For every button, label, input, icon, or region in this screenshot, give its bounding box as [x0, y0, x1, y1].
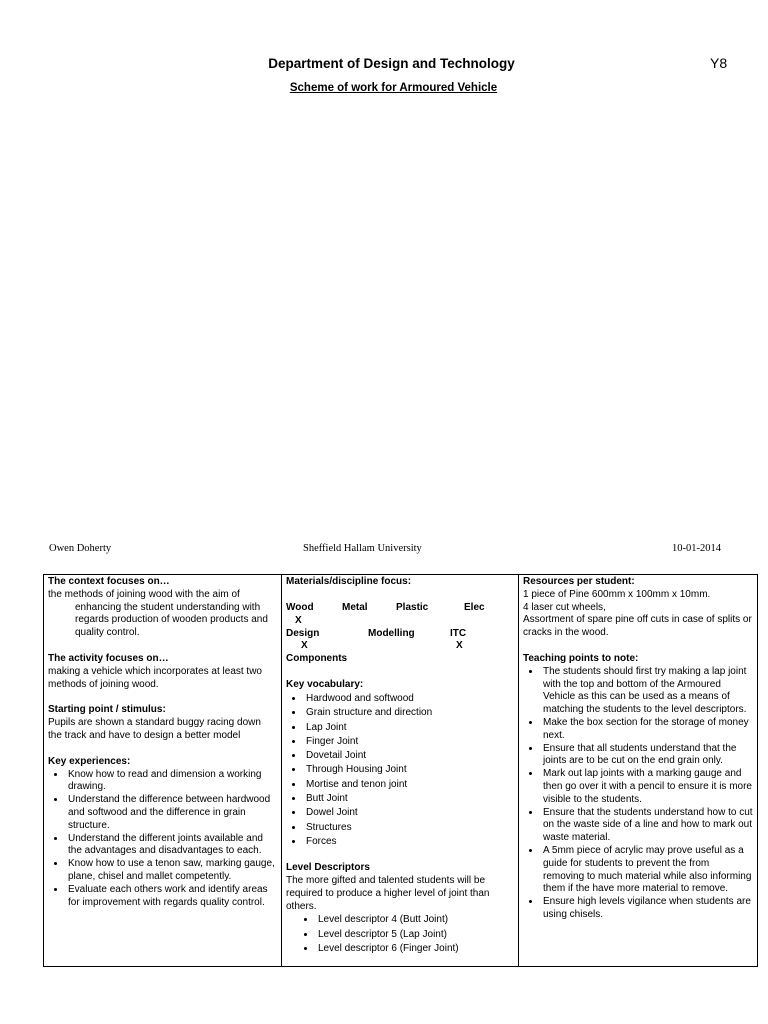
- list-item: • Make the box section for the storage of money next.: [541, 717, 753, 743]
- list-item: • The students should first try making a lap joint with the top and bottom of the Armoured Vehicle as this can be used as a means of matching the students to the level descriptors.: [541, 666, 753, 717]
- footer-institution: Sheffield Hallam University: [303, 543, 422, 554]
- list-item: • Finger Joint: [304, 735, 514, 749]
- list-item: • A 5mm piece of acrylic may prove useful as a guide for students to prevent the from removing to much material while also informing them if the have more material to remove.: [541, 845, 753, 896]
- material-modelling: Modelling: [368, 627, 415, 639]
- list-item: • Evaluate each others work and identify areas for improvement with regards quality control.: [66, 884, 277, 910]
- list-item: • Hardwood and softwood: [304, 692, 514, 706]
- materials-x-row-1: [286, 615, 514, 628]
- context-column: [44, 575, 282, 967]
- list-item: • Mark out lap joints with a marking gauge and then go over it with a pencil to ensure it is more visible to the students.: [541, 768, 753, 806]
- context-heading: The context focuses on…: [48, 576, 170, 587]
- wood-x-mark: X: [295, 614, 302, 626]
- year-label: Y8: [710, 55, 728, 71]
- material-wood: Wood: [286, 601, 314, 613]
- experiences-heading: Key experiences:: [48, 755, 131, 767]
- footer-date: 10-01-2014: [672, 543, 721, 554]
- list-item: • Butt Joint: [304, 792, 514, 806]
- components-label: Components: [286, 653, 348, 665]
- list-item: • Ensure that the students understand how to cut on the waste side of a line and how to mark out waste material.: [541, 807, 753, 845]
- design-x-mark: X: [301, 640, 308, 652]
- levels-list: [286, 913, 514, 956]
- list-item: • Ensure that all students understand that the joints are to be cut on the end grain only.: [541, 743, 753, 769]
- list-item: • Lap Joint: [304, 721, 514, 735]
- resources-text-1: 1 piece of Pine 600mm x 100mm x 10mm.: [523, 588, 711, 600]
- activity-text: making a vehicle which incorporates at least two methods of joining wood.: [48, 665, 262, 690]
- teaching-list: [523, 666, 753, 922]
- list-item: • Know how to use a tenon saw, marking gauge, plane, chisel and mallet competently.: [66, 858, 277, 884]
- footer-author: Owen Doherty: [49, 543, 112, 554]
- list-item: • Grain structure and direction: [304, 706, 514, 720]
- resources-text-3: Assortment of spare pine off cuts in case of splits or cracks in the wood.: [523, 614, 752, 639]
- material-design: Design: [286, 627, 320, 639]
- vocabulary-list: [286, 692, 514, 849]
- material-itc: ITC: [450, 627, 467, 639]
- list-item: • Understand the different joints available and the advantages and disadvantages to each.: [66, 833, 277, 859]
- levels-heading: Level Descriptors: [286, 862, 370, 874]
- list-item: • Level descriptor 5 (Lap Joint): [316, 928, 514, 942]
- starting-heading: Starting point / stimulus:: [48, 704, 166, 716]
- list-item: • Dovetail Joint: [304, 749, 514, 763]
- list-item: • Level descriptor 6 (Finger Joint): [316, 942, 514, 956]
- list-item: • Level descriptor 4 (Butt Joint): [316, 913, 514, 927]
- scheme-table: [43, 574, 758, 967]
- materials-column: [282, 575, 519, 967]
- resources-column: [519, 575, 758, 967]
- materials-row-2: [286, 628, 514, 641]
- material-metal: Metal: [342, 601, 368, 613]
- experiences-list: [48, 769, 277, 910]
- list-item: • Through Housing Joint: [304, 763, 514, 777]
- page-title: Department of Design and Technology: [268, 56, 515, 71]
- starting-text: Pupils are shown a standard buggy racing down the track and have to design a better model: [48, 717, 261, 741]
- materials-heading: Materials/discipline focus:: [286, 576, 412, 587]
- teaching-heading: Teaching points to note:: [523, 652, 639, 664]
- list-item: • Forces: [304, 835, 514, 849]
- activity-heading: The activity focuses on…: [48, 652, 169, 664]
- itc-x-mark: X: [456, 640, 463, 652]
- page-subtitle: Scheme of work for Armoured Vehicle: [289, 82, 498, 94]
- list-item: • Mortise and tenon joint: [304, 778, 514, 792]
- list-item: • Know how to read and dimension a working drawing.: [66, 769, 277, 795]
- list-item: • Ensure high levels vigilance when students are using chisels.: [541, 896, 753, 922]
- list-item: • Dowel Joint: [304, 806, 514, 820]
- resources-heading: Resources per student:: [523, 576, 635, 587]
- context-text-1: the methods of joining wood with the aim of: [48, 588, 240, 600]
- material-plastic: Plastic: [396, 601, 429, 613]
- vocabulary-heading: Key vocabulary:: [286, 679, 364, 691]
- levels-text: The more gifted and talented students will be required to produce a higher level of joint than others.: [286, 875, 490, 912]
- list-item: • Structures: [304, 821, 514, 835]
- materials-x-row-2: [286, 640, 514, 653]
- context-text-2: enhancing the student understanding with regards production of wooden products and quality control.: [75, 601, 268, 639]
- material-elec: Elec: [464, 601, 485, 613]
- materials-row-1: [286, 602, 514, 615]
- list-item: • Understand the difference between hardwood and softwood and the difference in grain structure.: [66, 794, 277, 832]
- resources-text-2: 4 laser cut wheels,: [523, 601, 606, 613]
